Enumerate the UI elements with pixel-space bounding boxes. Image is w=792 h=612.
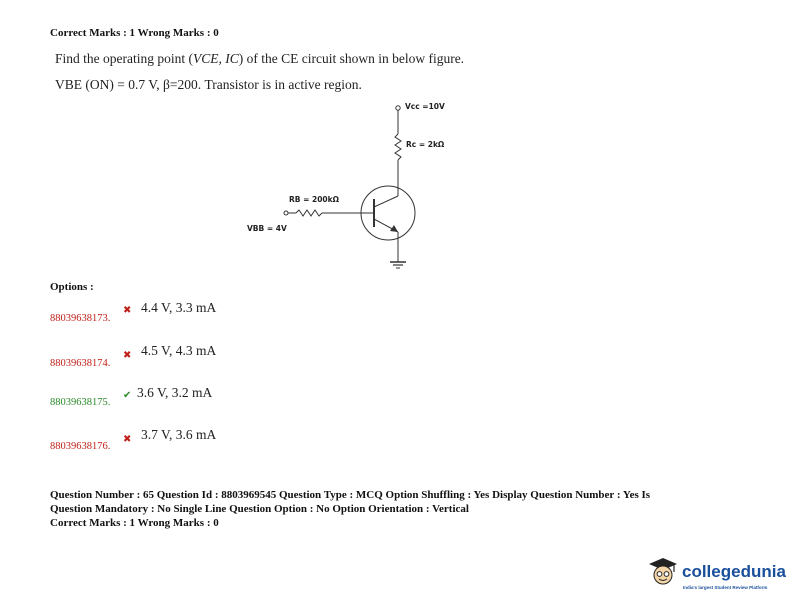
collegedunia-logo-icon	[646, 555, 680, 589]
option-3-text[interactable]: 3.6 V, 3.2 mA	[137, 385, 213, 400]
rc-resistor	[395, 134, 401, 160]
check-icon: ✔	[123, 390, 132, 401]
vbb-terminal	[284, 211, 288, 215]
option-2-id: 88039638174.	[50, 358, 111, 369]
option-4-text[interactable]: 3.7 V, 3.6 mA	[141, 427, 217, 442]
vbb-label: VBB = 4V	[247, 224, 287, 233]
brand-tagline: India's largest Student Review Platform	[683, 585, 768, 590]
option-1-text[interactable]: 4.4 V, 3.3 mA	[141, 300, 217, 315]
vcc-terminal	[396, 106, 400, 110]
options-title: Options :	[50, 281, 94, 293]
question-variables: VCE, IC	[192, 51, 239, 66]
vcc-label: Vcc =10V	[405, 102, 445, 111]
rc-label: Rc = 2kΩ	[406, 140, 445, 149]
question-suffix: ) of the CE circuit shown in below figure.	[238, 51, 465, 66]
next-question-meta-3: Correct Marks : 1 Wrong Marks : 0	[50, 517, 219, 529]
option-4-id: 88039638176.	[50, 441, 111, 452]
brand-name: collegedunia	[682, 562, 786, 581]
cross-icon: ✖	[123, 305, 132, 316]
option-1-id: 88039638173.	[50, 313, 111, 324]
cross-icon: ✖	[123, 434, 132, 445]
marks-header: Correct Marks : 1 Wrong Marks : 0	[50, 27, 219, 39]
rb-label: RB = 200kΩ	[289, 195, 340, 204]
rb-resistor	[296, 210, 322, 216]
option-3-id: 88039638175.	[50, 397, 111, 408]
next-question-meta-2: Question Mandatory : No Single Line Question Option : No Option Orientation : Vertical	[50, 503, 469, 515]
cross-icon: ✖	[123, 350, 132, 361]
ce-circuit-diagram	[240, 98, 470, 278]
option-2-text[interactable]: 4.5 V, 4.3 mA	[141, 343, 217, 358]
question-line-2: VBE (ON) = 0.7 V, β=200. Transistor is in active region.	[55, 77, 362, 92]
transistor-collector	[374, 196, 398, 207]
question-prefix: Find the operating point (	[55, 51, 193, 66]
next-question-meta-1: Question Number : 65 Question Id : 8803969545 Question Type : MCQ Option Shuffling : Yes Display Question Number : Yes Is	[50, 489, 651, 501]
question-line-1	[55, 51, 464, 67]
